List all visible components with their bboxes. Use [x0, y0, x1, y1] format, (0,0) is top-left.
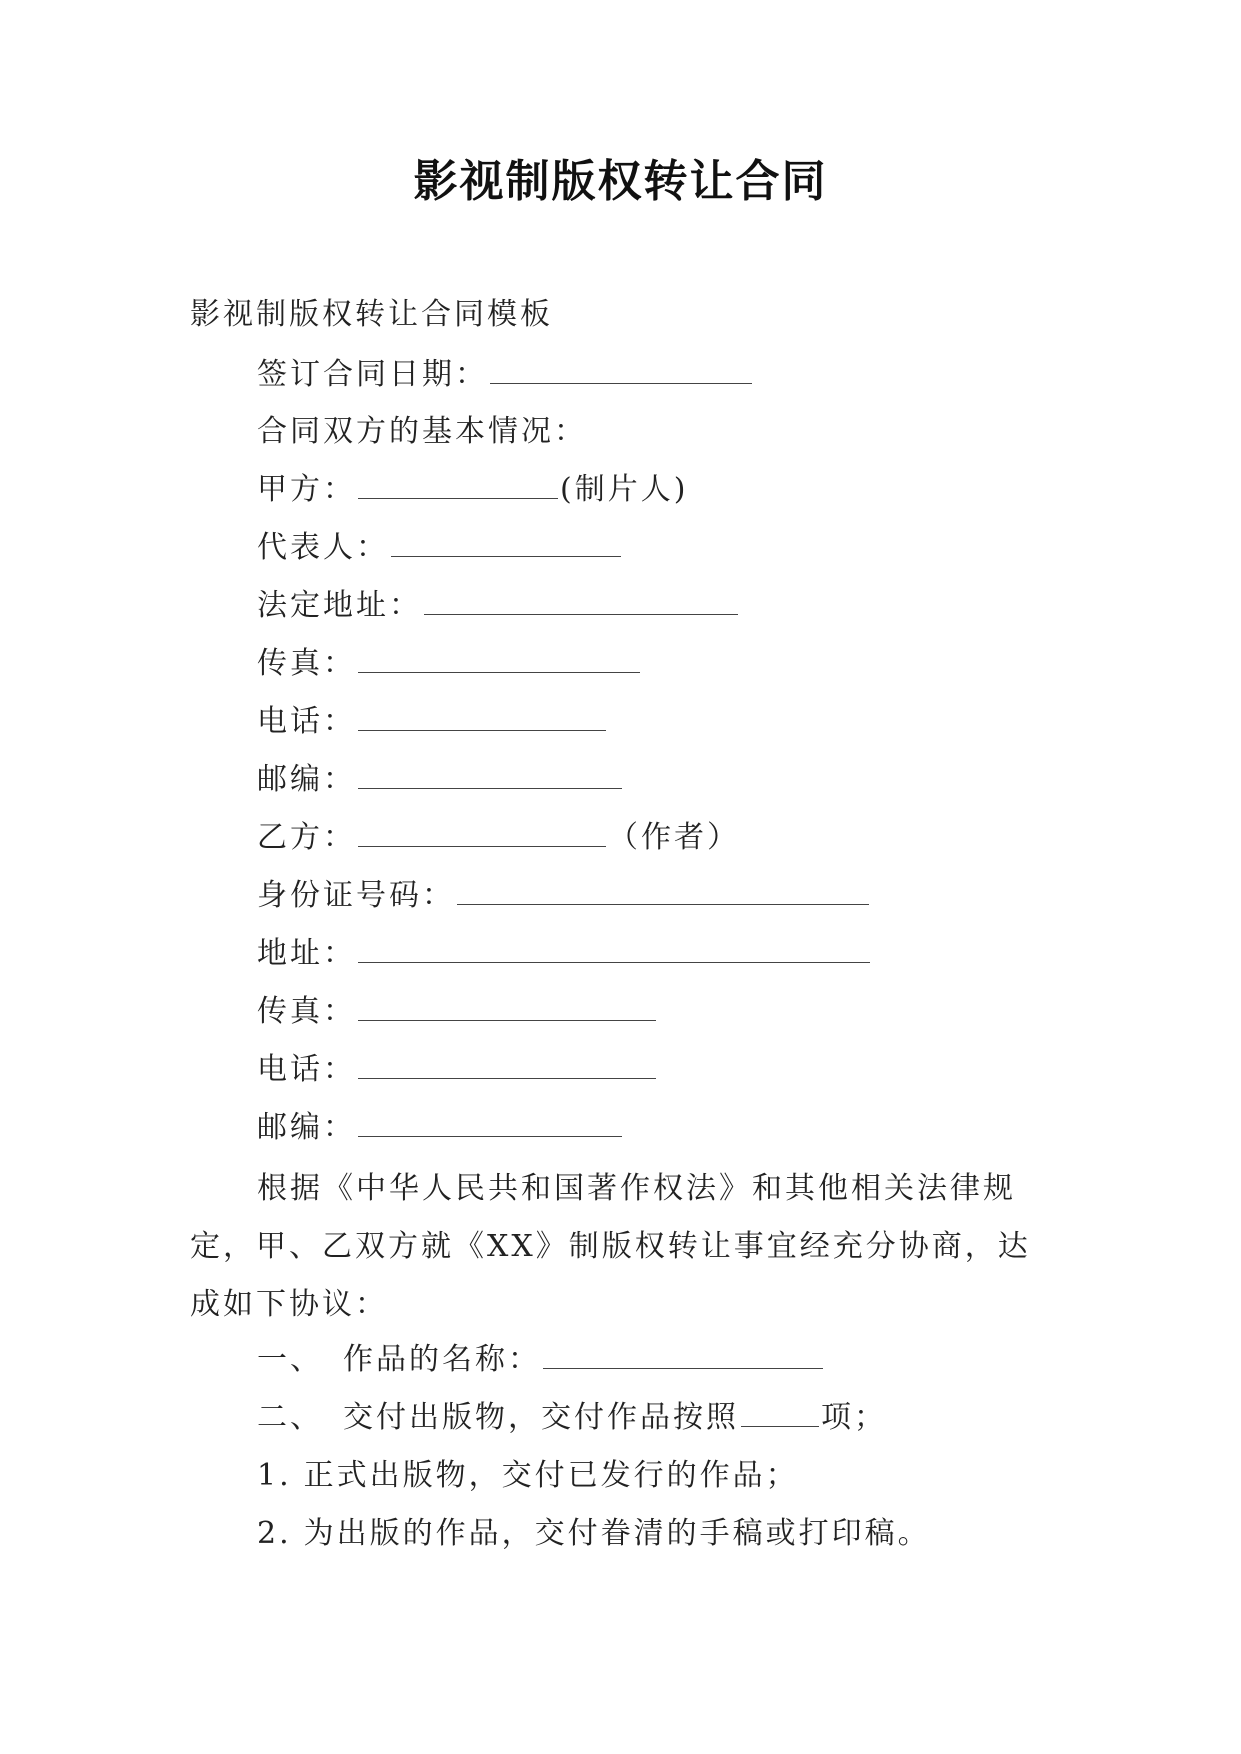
party-b-phone-label: 电话： [257, 1052, 356, 1087]
sign-date-line [257, 353, 754, 397]
preamble-paragraph: 根据《中华人民共和国著作权法》和其他相关法律规定，甲、乙双方就《XX》制版权转让事宜经充分协商，达成如下协议： [190, 1171, 1031, 1322]
party-b-line [257, 816, 740, 860]
document-subtitle: 影视制版权转让合同模板 [190, 297, 553, 332]
sign-date-label: 签订合同日期： [257, 357, 488, 392]
party-a-representative-line [257, 526, 623, 570]
party-b-role: （作者） [608, 820, 740, 855]
party-a-phone-label: 电话： [257, 704, 356, 739]
item-1-line [257, 1454, 799, 1498]
sign-date-blank[interactable] [490, 353, 752, 384]
item-1-text: 正式出版物，交付已发行的作品； [303, 1458, 799, 1493]
party-b-phone-line [257, 1048, 658, 1092]
clause-2-text: 交付出版物，交付作品按照 [343, 1400, 739, 1435]
item-2-line [257, 1512, 931, 1556]
item-2-number: 2. [257, 1516, 292, 1551]
party-b-label: 乙方： [257, 820, 356, 855]
clause-1-number: 一、 [257, 1342, 323, 1377]
party-a-role: (制片人) [560, 472, 689, 507]
party-b-postcode-blank[interactable] [358, 1106, 622, 1137]
item-1-number: 1. [257, 1458, 292, 1493]
party-b-phone-blank[interactable] [358, 1048, 656, 1079]
clause-1-blank[interactable] [543, 1338, 823, 1369]
clause-2-line [257, 1396, 887, 1440]
party-a-representative-label: 代表人： [257, 530, 389, 565]
party-b-id-blank[interactable] [457, 874, 869, 905]
party-b-address-blank[interactable] [358, 932, 870, 963]
party-b-blank[interactable] [358, 816, 606, 847]
party-a-blank[interactable] [358, 468, 558, 499]
party-a-fax-line [257, 642, 642, 686]
party-a-fax-label: 传真： [257, 646, 356, 681]
party-a-line [257, 468, 688, 512]
party-a-postcode-blank[interactable] [358, 758, 622, 789]
party-b-id-line [257, 874, 871, 918]
party-b-postcode-line [257, 1106, 624, 1150]
clause-1-line [257, 1338, 825, 1382]
party-b-fax-blank[interactable] [358, 990, 656, 1021]
party-b-postcode-label: 邮编： [257, 1110, 356, 1145]
party-b-fax-label: 传真： [257, 994, 356, 1029]
party-a-phone-line [257, 700, 608, 744]
clause-1-text: 作品的名称： [343, 1342, 541, 1377]
party-a-phone-blank[interactable] [358, 700, 606, 731]
party-b-fax-line [257, 990, 658, 1034]
parties-heading: 合同双方的基本情况： [257, 414, 587, 449]
clause-2-blank[interactable] [741, 1396, 819, 1427]
party-a-address-blank[interactable] [424, 584, 738, 615]
clause-2-number: 二、 [257, 1400, 323, 1435]
party-b-address-label: 地址： [257, 936, 356, 971]
party-b-address-line [257, 932, 872, 976]
party-b-id-label: 身份证号码： [257, 878, 455, 913]
party-a-address-line [257, 584, 740, 628]
item-2-text: 为出版的作品，交付眷清的手稿或打印稿。 [303, 1516, 931, 1551]
party-a-fax-blank[interactable] [358, 642, 640, 673]
party-a-postcode-label: 邮编： [257, 762, 356, 797]
party-a-representative-blank[interactable] [391, 526, 621, 557]
party-a-postcode-line [257, 758, 624, 802]
party-a-label: 甲方： [257, 472, 356, 507]
clause-2-suffix: 项； [821, 1400, 887, 1435]
party-a-address-label: 法定地址： [257, 588, 422, 623]
document-title: 影视制版权转让合同 [413, 156, 828, 207]
